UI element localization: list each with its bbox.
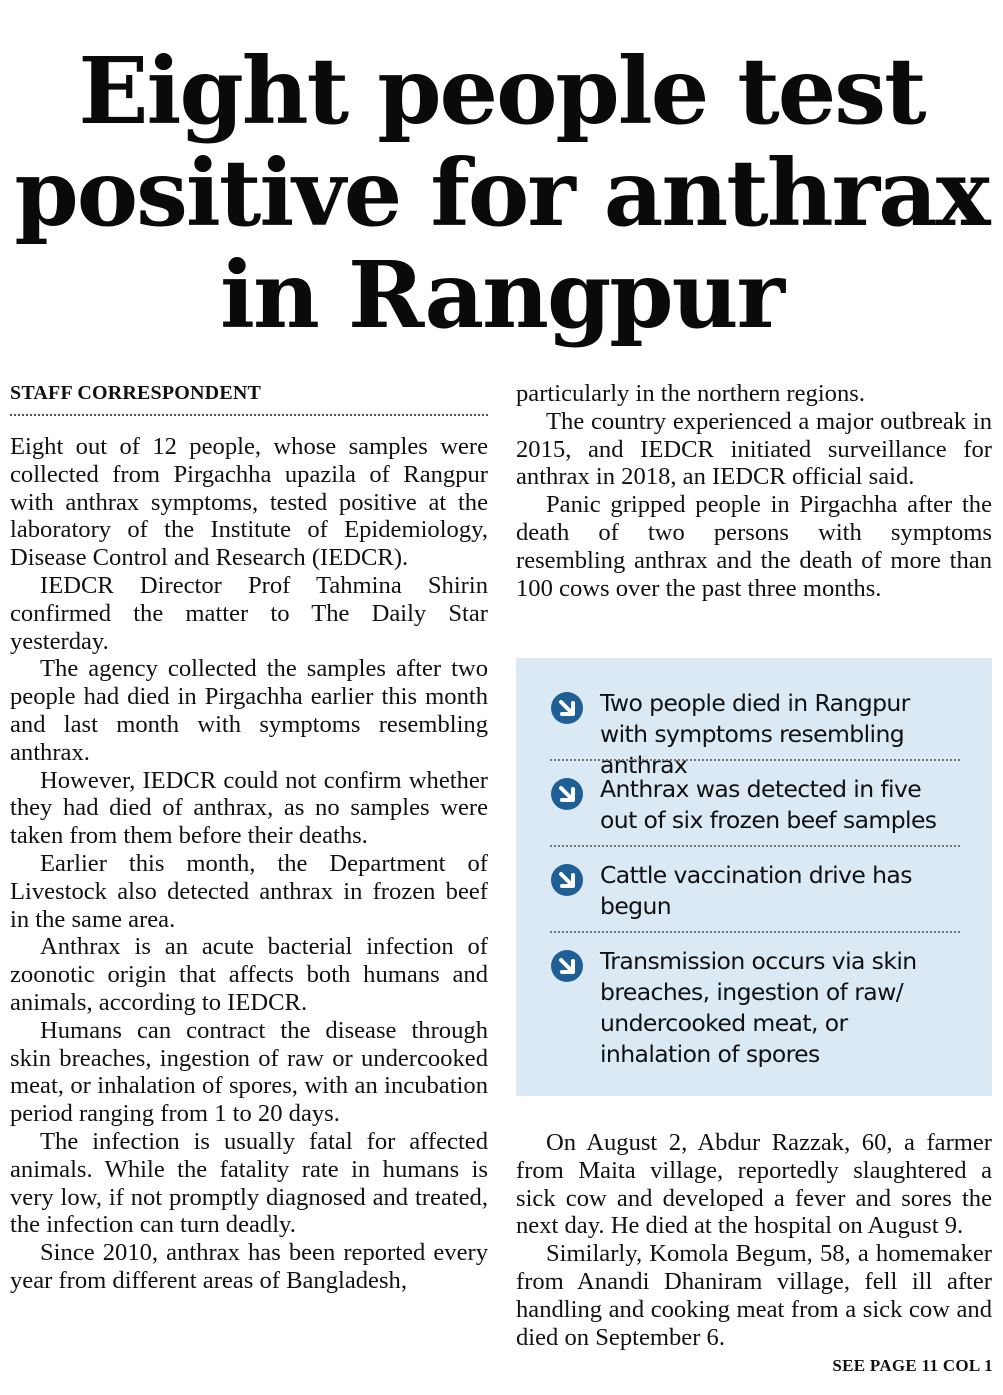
highlight-text: Two people died in Rangpur with symptoms resembling anthrax	[600, 689, 910, 779]
paragraph: Eight out of 12 people, whose samples were collected from Pirgachha upazila of Rangpur with anthrax symptoms, tested positive at the laboratory of the Institute of Epidemiology, Disease Control and Research (IEDCR).	[10, 433, 488, 572]
highlight-item	[550, 688, 960, 781]
highlight-text: Transmission occurs via skin breaches, ingestion of raw/ undercooked meat, or inhalation of spores	[600, 947, 917, 1068]
byline: STAFF CORRESPONDENT	[10, 382, 488, 416]
right-column-bottom	[516, 1129, 992, 1351]
divider	[550, 845, 960, 847]
paragraph: On August 2, Abdur Razzak, 60, a farmer from Maita village, reportedly slaughtered a sick cow and developed a fever and sores the next day. He died at the hospital on August 9.	[516, 1129, 992, 1240]
arrow-circle-icon	[550, 949, 584, 983]
left-column	[10, 433, 488, 1295]
paragraph: particularly in the northern regions.	[516, 380, 865, 407]
paragraph: Panic gripped people in Pirgachha after the death of two persons with symptoms resembling anthrax and the death of more than 100 cows over the past three months.	[516, 491, 992, 602]
arrow-circle-icon	[550, 691, 584, 725]
headline	[0, 37, 1003, 349]
arrow-circle-icon	[550, 777, 584, 811]
headline-line-2: positive for anthrax	[14, 139, 989, 247]
highlight-item	[550, 946, 960, 1070]
paragraph: Earlier this month, the Department of Livestock also detected anthrax in frozen beef in the same area.	[10, 849, 488, 933]
highlights-box	[516, 658, 992, 1096]
paragraph: IEDCR Director Prof Tahmina Shirin confirmed the matter to The Daily Star yesterday.	[10, 571, 488, 655]
highlight-item	[550, 860, 960, 922]
arrow-circle-icon	[550, 863, 584, 897]
divider	[550, 931, 960, 933]
highlight-text: Anthrax was detected in five out of six frozen beef samples	[600, 775, 937, 834]
paragraph: Anthrax is an acute bacterial infection of zoonotic origin that affects both humans and animals, according to IEDCR.	[10, 933, 488, 1016]
paragraph: Similarly, Komola Begum, 58, a homemaker from Anandi Dhaniram village, fell ill after handling and cooking meat from a sick cow and died on September 6.	[516, 1240, 992, 1351]
paragraph: The agency collected the samples after two people had died in Pirgachha earlier this month and last month with symptoms resembling anthrax.	[10, 655, 488, 766]
highlight-text: Cattle vaccination drive has begun	[600, 861, 912, 920]
paragraph: However, IEDCR could not confirm whether they had died of anthrax, as no samples were taken from them before their deaths.	[10, 766, 488, 850]
highlight-item	[550, 774, 960, 836]
paragraph: The country experienced a major outbreak in 2015, and IEDCR initiated surveillance for anthrax in 2018, an IEDCR official said.	[516, 407, 992, 491]
right-column-top	[516, 380, 992, 602]
paragraph: The infection is usually fatal for affected animals. While the fatality rate in humans is very low, if not promptly diagnosed and treated, the infection can turn deadly.	[10, 1127, 488, 1239]
headline-line-3: in Rangpur	[220, 241, 783, 349]
paragraph: Humans can contract the disease through skin breaches, ingestion of raw or undercooked meat, or inhalation of spores, with an incubation period ranging from 1 to 20 days.	[10, 1016, 488, 1128]
divider	[550, 759, 960, 761]
paragraph: Since 2010, anthrax has been reported every year from different areas of Bangladesh,	[10, 1239, 488, 1294]
headline-line-1: Eight people test	[78, 37, 925, 145]
jump-line: SEE PAGE 11 COL 1	[832, 1356, 993, 1375]
